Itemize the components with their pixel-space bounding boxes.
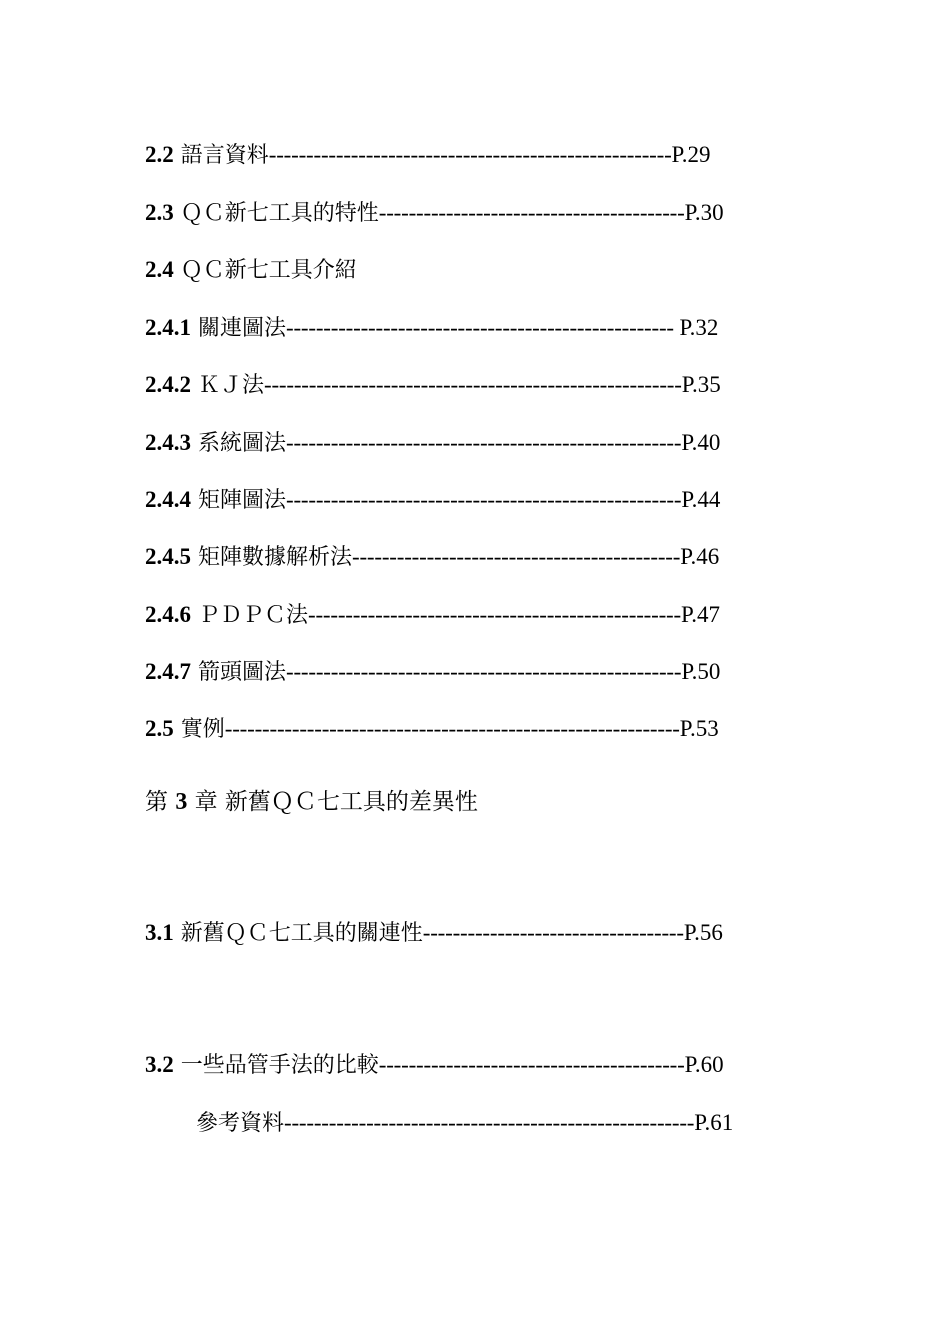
dot-leader: ------------------------------------------------------	[268, 142, 672, 167]
dot-leader: --------------------------------------------	[352, 544, 681, 569]
section-number: 2.4	[145, 257, 174, 282]
section-number: 2.3	[145, 200, 174, 225]
page-number: P.40	[681, 430, 721, 455]
toc-entry-2-5	[145, 714, 719, 744]
dot-leader: -----------------------------------	[422, 920, 684, 945]
page-number: P.47	[680, 602, 720, 627]
chapter-prefix: 第	[145, 789, 176, 815]
section-number: 2.4.3	[145, 430, 191, 455]
page-number: P.30	[684, 200, 724, 225]
dot-leader: -----------------------------------------------------	[286, 430, 682, 455]
section-number: 2.5	[145, 716, 174, 741]
page-number: P.35	[681, 372, 721, 397]
page-number: P.50	[681, 659, 721, 684]
toc-entry-references	[196, 1108, 733, 1138]
section-title: 矩陣圖法	[191, 488, 286, 513]
dot-leader: -------------------------------------------------------	[284, 1110, 695, 1135]
references-title: 參考資料	[196, 1111, 285, 1136]
page-number: P.56	[683, 920, 723, 945]
dot-leader: -----------------------------------------------------	[286, 659, 682, 684]
section-title: ＰＤＰＣ法	[191, 603, 308, 628]
toc-entry-2-2	[145, 140, 711, 170]
section-title: 矩陣數據解析法	[191, 545, 352, 570]
page-number: P.44	[681, 487, 721, 512]
toc-entry-2-4-1	[145, 313, 718, 343]
page-number: P.32	[679, 315, 719, 340]
toc-entry-3-1	[145, 918, 723, 948]
section-title: 系統圖法	[191, 431, 286, 456]
section-title: 一些品管手法的比較	[173, 1053, 379, 1078]
section-title: 新舊ＱＣ七工具的關連性	[173, 921, 423, 946]
section-number: 2.4.5	[145, 544, 191, 569]
toc-entry-2-3	[145, 198, 724, 228]
toc-entry-3-2	[145, 1050, 724, 1080]
section-number: 2.4.7	[145, 659, 191, 684]
section-number: 2.4.6	[145, 602, 191, 627]
section-title: 箭頭圖法	[191, 660, 286, 685]
page-number: P.61	[694, 1110, 734, 1135]
toc-entry-2-4-6	[145, 600, 720, 630]
section-number: 2.4.2	[145, 372, 191, 397]
dot-leader: -----------------------------------------------------	[286, 487, 682, 512]
chapter-title: 章 新舊ＱＣ七工具的差異性	[187, 789, 478, 815]
section-title: ＱＣ新七工具的特性	[173, 201, 379, 226]
section-number: 3.2	[145, 1052, 174, 1077]
dot-leader: -----------------------------------------	[378, 200, 685, 225]
dot-leader: -----------------------------------------	[378, 1052, 685, 1077]
section-number: 3.1	[145, 920, 174, 945]
toc-entry-2-4-5	[145, 542, 719, 572]
section-title: ＱＣ新七工具介紹	[173, 258, 357, 283]
toc-entry-2-4	[145, 255, 357, 285]
toc-entry-2-4-3	[145, 428, 720, 458]
section-title: 關連圖法	[191, 316, 286, 341]
section-number: 2.2	[145, 142, 174, 167]
section-number: 2.4.1	[145, 315, 191, 340]
page-number: P.29	[671, 142, 711, 167]
chapter-heading	[145, 786, 478, 818]
page-number: P.46	[680, 544, 720, 569]
section-number: 2.4.4	[145, 487, 191, 512]
dot-leader: --------------------------------------------------	[308, 602, 681, 627]
dot-leader: ----------------------------------------------------	[286, 315, 680, 340]
chapter-number: 3	[175, 789, 188, 815]
toc-entry-2-4-4	[145, 485, 720, 515]
page-number: P.60	[684, 1052, 724, 1077]
dot-leader: -------------------------------------------------------------	[224, 716, 680, 741]
page-number: P.53	[679, 716, 719, 741]
toc-entry-2-4-7	[145, 657, 720, 687]
dot-leader: --------------------------------------------------------	[264, 372, 682, 397]
section-title: 語言資料	[173, 143, 269, 168]
section-title: ＫＪ法	[191, 373, 264, 398]
section-title: 實例	[173, 717, 225, 742]
toc-entry-2-4-2	[145, 370, 721, 400]
